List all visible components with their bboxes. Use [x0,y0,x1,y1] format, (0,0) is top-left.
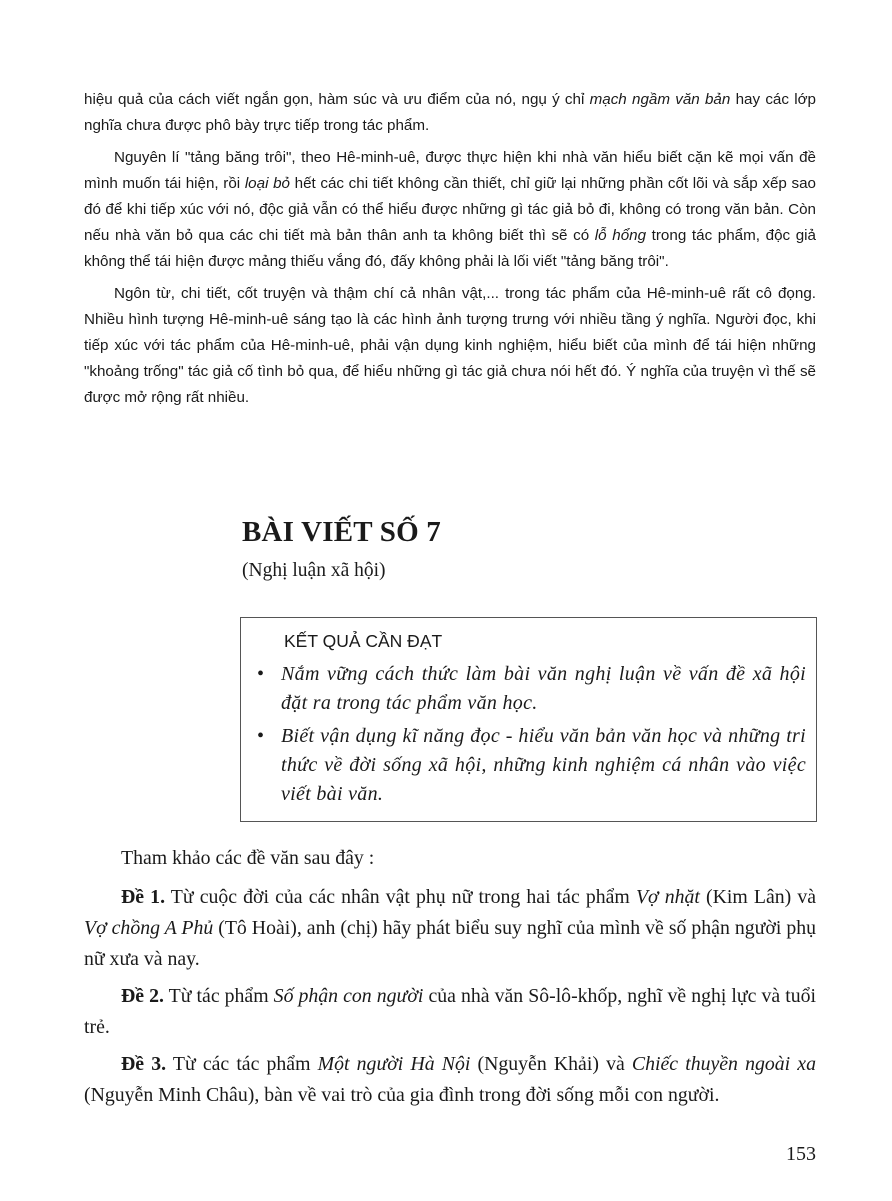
emphasis-text: mạch ngầm văn bản [589,91,731,108]
bullet-icon: • [257,725,265,747]
intro-paragraph-1: hiệu quả của cách viết ngắn gọn, hàm súc và ưu điểm của nó, ngụ ý chỉ mạch ngầm văn bản hay các lớp nghĩa chưa được phô bày trực tiếp trong tác phẩm. [84,91,816,134]
emphasis-text: lỗ hổng [594,227,647,244]
section-subtitle: (Nghị luận xã hội) [242,560,386,581]
topic-label: Đề 2. [121,985,164,1007]
goals-list [253,660,806,809]
topic-label: Đề 1. [121,886,166,908]
exam-topic-3: Đề 3. Từ các tác phẩm Một người Hà Nội (Nguyễn Khải) và Chiếc thuyền ngoài xa (Nguyễn Minh Châu), bàn về vai trò của gia đình trong đời sống mỗi con người. [84,1053,816,1106]
emphasis-text: loại bỏ [244,175,290,192]
work-title: Một người Hà Nội [317,1053,471,1075]
section-heading [242,512,802,585]
work-title: Vợ chồng A Phủ [84,917,214,939]
section-title: BÀI VIẾT SỐ 7 [242,516,441,548]
bullet-icon: • [257,663,265,685]
exam-topic-1: Đề 1. Từ cuộc đời của các nhân vật phụ nữ trong hai tác phẩm Vợ nhặt (Kim Lân) và Vợ chồng A Phủ (Tô Hoài), anh (chị) hãy phát biểu suy nghĩ của mình về số phận người phụ nữ xưa và nay. [84,886,816,970]
topic-label: Đề 3. [121,1053,167,1075]
goals-box [240,617,817,822]
exam-topic-2: Đề 2. Từ tác phẩm Số phận con người của nhà văn Sô-lô-khốp, nghĩ về nghị lực và tuổi trẻ. [84,985,816,1038]
page-number: 153 [786,1143,816,1165]
goals-title: KẾT QUẢ CẦN ĐẠT [284,631,443,651]
intro-paragraph-2: Nguyên lí "tảng băng trôi", theo Hê-minh-uê, được thực hiện khi nhà văn hiểu biết cặn kẽ mọi vấn đề mình muốn tái hiện, rồi loại bỏ hết các chi tiết không cần thiết, chỉ giữ lại những phần cốt lõi và sắp xếp sao đó để khi tiếp xúc với nó, độc giả vẫn có thể hiểu được những gì tác giả bỏ đi, không có trong văn bản. Còn nếu nhà văn bỏ qua các chi tiết mà bản thân anh ta không biết thì sẽ có lỗ hổng trong tác phẩm, độc giả không thể tái hiện được mảng thiếu vắng đó, đấy không phải là lối viết "tảng băng trôi". [84,149,816,270]
goal-item: • Biết vận dụng kĩ năng đọc - hiểu văn bản văn học và những tri thức về đời sống xã hội, những kinh nghiệm cá nhân vào việc viết bài văn. [253,722,806,809]
goal-item: • Nắm vững cách thức làm bài văn nghị luận về vấn đề xã hội đặt ra trong tác phẩm văn học. [253,660,806,718]
intro-paragraph-3: Ngôn từ, chi tiết, cốt truyện và thậm chí cả nhân vật,... trong tác phẩm của Hê-minh-uê rất cô đọng. Nhiều hình tượng Hê-minh-uê sáng tạo là các hình ảnh tượng trưng với nhiều tầng ý nghĩa. Người đọc, khi tiếp xúc với tác phẩm của Hê-minh-uê, phải vận dụng kinh nghiệm, hiểu biết của mình để tái hiện những "khoảng trống" tác giả cố tình bỏ qua, để hiểu những gì tác giả chưa nói hết đó. Ý nghĩa của truyện vì thế sẽ được mở rộng rất nhiều. [84,285,816,406]
exam-lead: Tham khảo các đề văn sau đây : [121,847,375,869]
intro-text [84,87,816,417]
exam-section [84,843,816,1117]
work-title: Vợ nhặt [635,886,700,908]
work-title: Số phận con người [273,985,424,1007]
work-title: Chiếc thuyền ngoài xa [631,1053,816,1075]
